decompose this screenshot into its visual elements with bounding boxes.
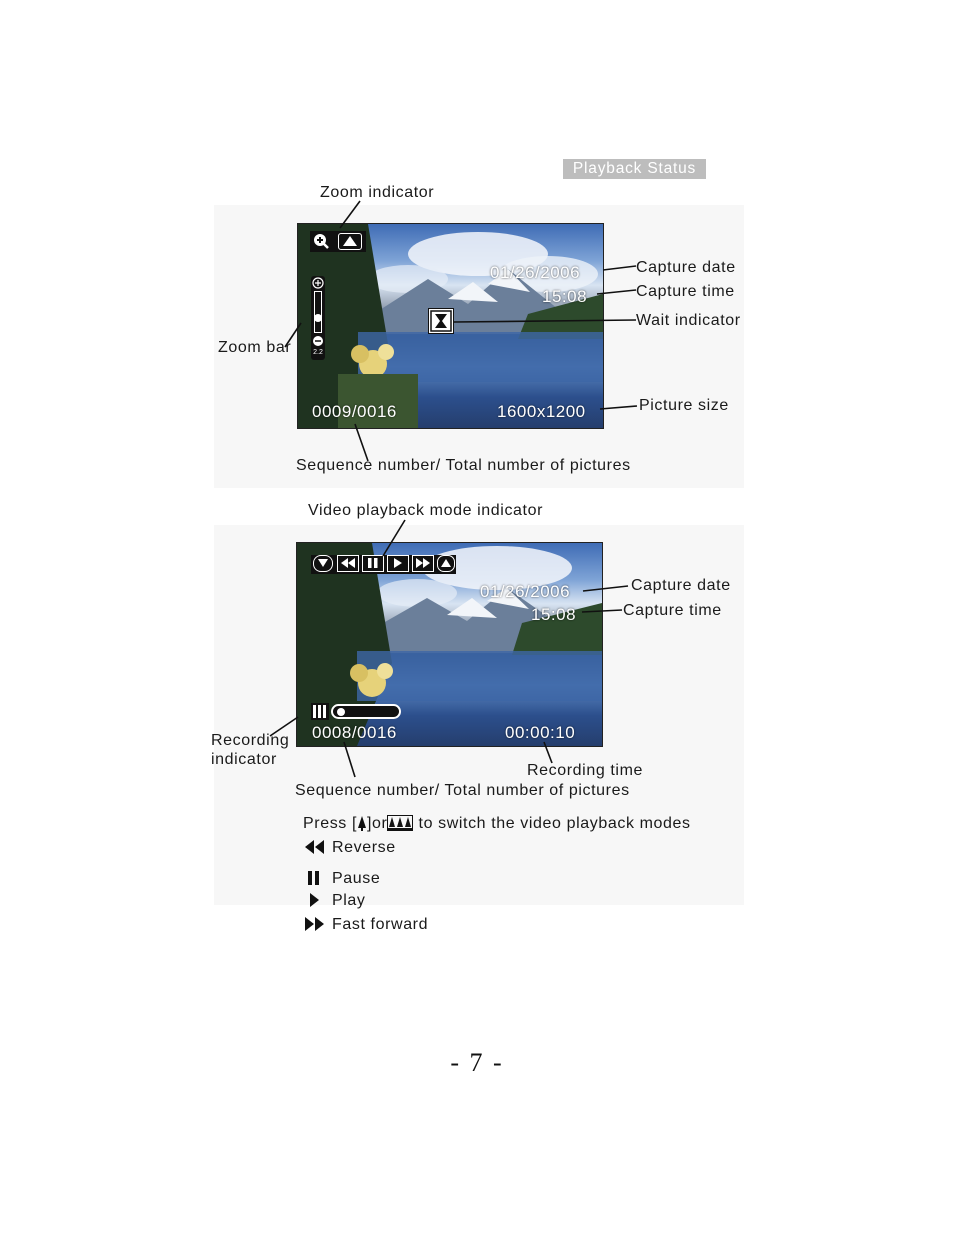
up-button-icon — [437, 555, 455, 572]
recording-progress-bar — [331, 704, 401, 719]
video-sequence-label: Sequence number/ Total number of pictures — [295, 782, 630, 799]
picture-size-label: Picture size — [639, 397, 729, 414]
zoom-minus-icon — [312, 335, 324, 347]
rewind-icon — [337, 555, 359, 572]
instruction-line — [303, 815, 691, 832]
single-tree-icon — [357, 815, 367, 831]
zoom-in-icon — [313, 233, 329, 249]
triple-tree-icon — [387, 815, 413, 831]
video-playback-screen — [296, 542, 603, 747]
zoom-track — [314, 291, 322, 333]
playback-status-tab: Playback Status — [563, 159, 706, 179]
recording-indicator-label-line1: Recording — [211, 732, 290, 749]
photo-capture-time-label: Capture time — [636, 283, 735, 300]
video-capture-time: 15:08 — [531, 605, 577, 624]
photo-sequence-number: 0009/0016 — [312, 402, 397, 421]
photo-playback-screen — [297, 223, 604, 429]
video-recording-time: 00:00:10 — [505, 723, 576, 742]
up-button-icon — [338, 233, 362, 250]
fast-forward-icon — [412, 555, 434, 572]
recording-indicator — [311, 703, 329, 720]
wait-indicator-label: Wait indicator — [636, 312, 741, 329]
pause-icon — [362, 555, 384, 572]
zoom-plus-icon — [312, 277, 324, 289]
photo-capture-date: 01/26/2006 — [490, 263, 581, 282]
photo-capture-date-label: Capture date — [636, 259, 736, 276]
video-capture-date: 01/26/2006 — [480, 582, 571, 601]
zoom-knob — [314, 314, 322, 322]
play-icon — [309, 892, 321, 908]
or-text: ]or — [367, 815, 388, 832]
video-control-strip — [311, 555, 456, 574]
zoom-indicator-label: Zoom indicator — [320, 184, 435, 201]
zoom-bar — [311, 276, 325, 360]
photo-picture-size: 1600x1200 — [497, 402, 586, 421]
play-icon — [387, 555, 409, 572]
video-capture-date-label: Capture date — [631, 577, 731, 594]
mode-pause-label: Pause — [332, 870, 381, 887]
video-capture-time-label: Capture time — [623, 602, 722, 619]
fast-forward-icon — [304, 916, 326, 932]
pause-icon — [307, 870, 321, 886]
mode-play-label: Play — [332, 892, 366, 909]
photo-capture-time: 15:08 — [542, 287, 588, 306]
wait-indicator — [428, 308, 454, 334]
recording-indicator-label-line2: indicator — [211, 751, 277, 768]
zoom-level: 2.2 — [313, 349, 323, 356]
rewind-icon — [304, 839, 326, 855]
mode-reverse-label: Reverse — [332, 839, 396, 856]
switch-text: to switch the video playback modes — [418, 815, 691, 832]
hourglass-icon — [429, 309, 453, 333]
recording-progress-knob — [337, 708, 345, 716]
photo-sequence-label: Sequence number/ Total number of pictures — [296, 457, 631, 474]
page-number: - 7 - — [450, 1048, 504, 1077]
recording-time-label: Recording time — [527, 762, 644, 779]
down-button-icon — [313, 555, 333, 572]
recording-bars-icon — [311, 703, 329, 720]
video-sequence-number: 0008/0016 — [312, 723, 397, 742]
zoom-bar-label: Zoom bar — [218, 339, 292, 356]
video-mode-indicator-label: Video playback mode indicator — [308, 502, 544, 519]
zoom-indicator-box — [310, 231, 366, 252]
mode-fast-forward-label: Fast forward — [332, 916, 429, 933]
press-text: Press [ — [303, 815, 357, 832]
